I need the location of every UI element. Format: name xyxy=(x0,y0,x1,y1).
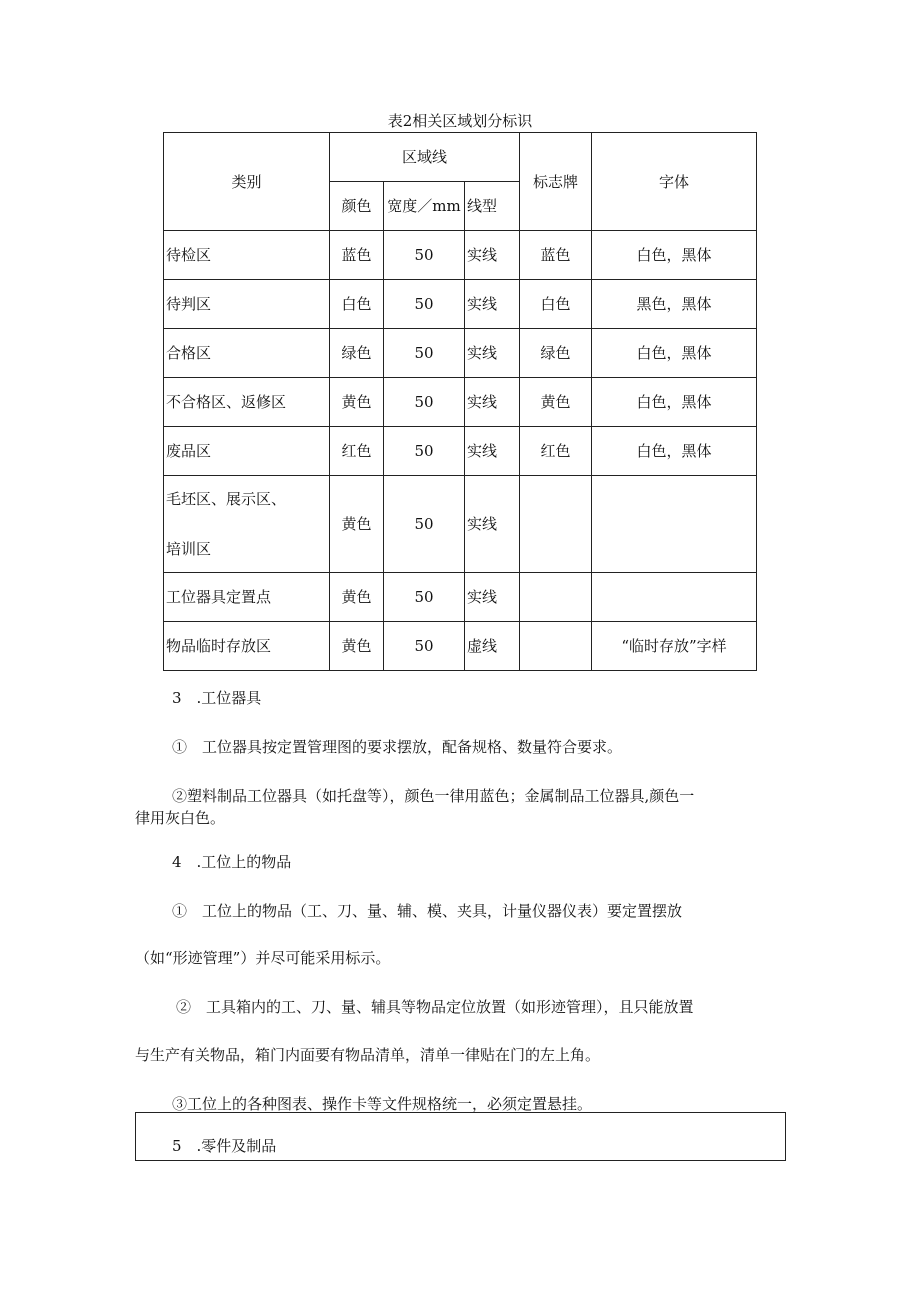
header-line-type: 线型 xyxy=(465,182,520,231)
cell-sign: 黄色 xyxy=(520,378,592,427)
cell-color: 红色 xyxy=(330,427,384,476)
cell-font: 白色，黑体 xyxy=(592,231,757,280)
cell-color: 绿色 xyxy=(330,329,384,378)
section-4-item-3: ③工位上的各种图表、操作卡等文件规格统一，必须定置悬挂。 xyxy=(172,1095,593,1113)
cell-font xyxy=(592,573,757,622)
cell-sign xyxy=(520,476,592,573)
cell-sign: 白色 xyxy=(520,280,592,329)
cell-color: 黄色 xyxy=(330,476,384,573)
section-4-item-2-line2: 与生产有关物品，箱门内面要有物品清单，清单一律贴在门的左上角。 xyxy=(135,1046,601,1064)
table-caption: 表2相关区域划分标识 xyxy=(387,112,533,130)
section-4-item-2-line1: ② 工具箱内的工、刀、量、辅具等物品定位放置（如形迹管理），且只能放置 xyxy=(176,998,694,1016)
cell-width: 50 xyxy=(384,231,465,280)
cell-category xyxy=(164,476,330,573)
cell-sign: 红色 xyxy=(520,427,592,476)
cell-font: “临时存放”字样 xyxy=(592,622,757,671)
section-4-item-1-line2: （如“形迹管理”）并尽可能采用标示。 xyxy=(135,949,391,967)
section-3-item-1: ① 工位器具按定置管理图的要求摆放，配备规格、数量符合要求。 xyxy=(172,738,623,756)
cell-font: 黑色，黑体 xyxy=(592,280,757,329)
cell-color: 白色 xyxy=(330,280,384,329)
cell-line-type: 实线 xyxy=(465,329,520,378)
cell-width: 50 xyxy=(384,573,465,622)
section-3-item-2-line2: 律用灰白色。 xyxy=(135,809,226,827)
cell-category: 合格区 xyxy=(164,329,330,378)
cell-width: 50 xyxy=(384,329,465,378)
cell-sign: 绿色 xyxy=(520,329,592,378)
cell-width: 50 xyxy=(384,476,465,573)
cell-category: 不合格区、返修区 xyxy=(164,378,330,427)
section-4-item-1-line1: ① 工位上的物品（工、刀、量、辅、模、夹具，计量仪器仪表）要定置摆放 xyxy=(172,902,683,920)
cell-font: 白色，黑体 xyxy=(592,329,757,378)
cell-category: 待检区 xyxy=(164,231,330,280)
cell-line-type: 实线 xyxy=(465,280,520,329)
cell-font: 白色，黑体 xyxy=(592,427,757,476)
cell-width: 50 xyxy=(384,427,465,476)
cell-category-line1: 毛坯区、展示区、 xyxy=(166,490,287,508)
cell-font: 白色，黑体 xyxy=(592,378,757,427)
cell-sign xyxy=(520,573,592,622)
zone-marking-table xyxy=(163,132,757,671)
cell-category: 废品区 xyxy=(164,427,330,476)
cell-category-line2: 培训区 xyxy=(166,540,212,558)
table-row xyxy=(164,280,757,329)
table-row xyxy=(164,622,757,671)
header-width: 宽度／mm xyxy=(384,182,465,231)
cell-width: 50 xyxy=(384,280,465,329)
table-row xyxy=(164,476,757,573)
section-3-title: 3 .工位器具 xyxy=(172,689,262,707)
cell-color: 黄色 xyxy=(330,378,384,427)
cell-sign xyxy=(520,622,592,671)
cell-font xyxy=(592,476,757,573)
cell-line-type: 实线 xyxy=(465,476,520,573)
cell-category: 工位器具定置点 xyxy=(164,573,330,622)
table-row xyxy=(164,329,757,378)
section-3-item-2-line1: ②塑料制品工位器具（如托盘等），颜色一律用蓝色；金属制品工位器具,颜色一 xyxy=(172,787,695,805)
cell-width: 50 xyxy=(384,622,465,671)
cell-sign: 蓝色 xyxy=(520,231,592,280)
header-sign: 标志牌 xyxy=(520,133,592,231)
cell-color: 黄色 xyxy=(330,573,384,622)
header-color: 颜色 xyxy=(330,182,384,231)
table-row xyxy=(164,573,757,622)
cell-line-type: 实线 xyxy=(465,573,520,622)
cell-width: 50 xyxy=(384,378,465,427)
cell-line-type: 虚线 xyxy=(465,622,520,671)
table-row xyxy=(164,231,757,280)
cell-line-type: 实线 xyxy=(465,378,520,427)
header-font: 字体 xyxy=(592,133,757,231)
cell-color: 蓝色 xyxy=(330,231,384,280)
header-category: 类别 xyxy=(164,133,330,231)
table-row xyxy=(164,378,757,427)
table-row xyxy=(164,427,757,476)
section-4-title: 4 .工位上的物品 xyxy=(172,853,292,871)
cell-color: 黄色 xyxy=(330,622,384,671)
cell-line-type: 实线 xyxy=(465,427,520,476)
section-5-title: 5 .零件及制品 xyxy=(172,1137,277,1155)
cell-category: 待判区 xyxy=(164,280,330,329)
cell-category: 物品临时存放区 xyxy=(164,622,330,671)
cell-line-type: 实线 xyxy=(465,231,520,280)
header-zone-line: 区域线 xyxy=(330,133,520,182)
